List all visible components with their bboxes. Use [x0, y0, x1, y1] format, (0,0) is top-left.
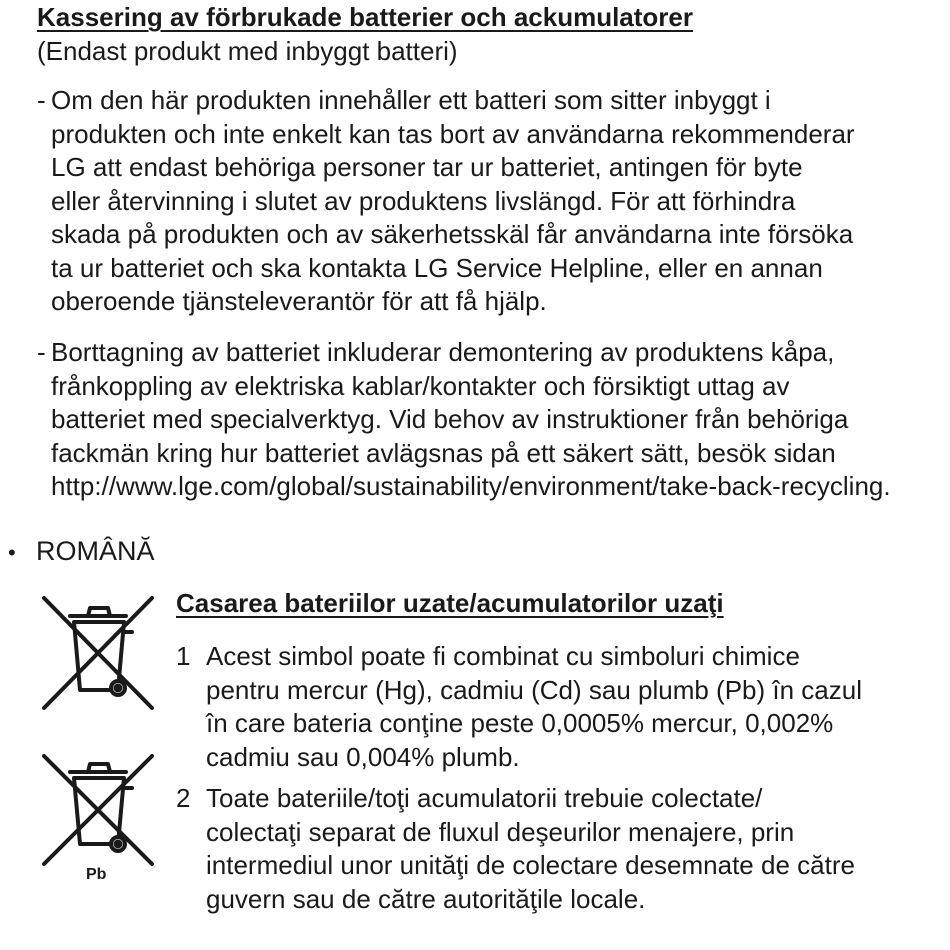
text-line: în care bateria conţine peste 0,0005% mercur, 0,002% [206, 708, 834, 738]
text-line: Toate bateriile/toţi acumulatorii trebuie colectate/ [206, 783, 763, 813]
crossed-out-bin-icon [40, 592, 158, 712]
url-line: http://www.lge.com/global/sustainability/environment/take-back-recycling. [51, 471, 891, 501]
text-line: skada på produkten och av säkerhetsskäl får användarna inte försöka [51, 219, 854, 249]
text-line: Om den här produkten innehåller ett batteri som sitter inbyggt i [51, 85, 771, 115]
text-line: batteriet med specialverktyg. Vid behov av instruktioner från behöriga [51, 404, 849, 434]
text-line: frånkoppling av elektriska kablar/kontakter och försiktigt uttag av [51, 370, 790, 401]
text-line: eller återvinning i slutet av produktens livslängd. För att förhindra [51, 185, 796, 216]
romanian-heading: Casarea bateriilor uzate/acumulatorilor uzaţi [176, 588, 724, 618]
swedish-list-item-1 [37, 84, 937, 319]
text-line: Acest simbol poate fi combinat cu simboluri chimice [206, 641, 800, 671]
pb-label: Pb [86, 866, 107, 883]
swedish-list-item-2 [37, 336, 937, 504]
text-line: oberoende tjänsteleverantör för att få hjälp. [51, 286, 547, 316]
crossed-out-bin-pb-icon [40, 752, 158, 870]
text-line: guvern sau de către autorităţile locale. [206, 883, 646, 914]
text-line: pentru mercur (Hg), cadmiu (Cd) sau plumb (Pb) în cazul [206, 674, 863, 705]
text-line: Borttagning av batteriet inkluderar demontering av produktens kåpa, [51, 337, 835, 367]
dash-marker: - [37, 337, 46, 367]
romanian-list-item-1 [176, 640, 936, 774]
text-line: ta ur batteriet och ska kontakta LG Service Helpline, eller en annan [51, 252, 823, 283]
romanian-list-item-2 [176, 782, 936, 916]
text-line: cadmiu sau 0,004% plumb. [206, 741, 520, 772]
swedish-subheading: (Endast produkt med inbyggt batteri) [37, 36, 458, 66]
text-line: fackmän kring hur batteriet avlägsnas på ett säkert sätt, besök sidan [51, 437, 836, 468]
swedish-heading: Kassering av förbrukade batterier och ackumulatorer [37, 2, 694, 32]
section-title-romana [8, 536, 155, 567]
text-line: colectaţi separat de fluxul deşeurilor menajere, prin [206, 816, 795, 847]
item-number: 2 [176, 783, 191, 813]
section-bullet: • [8, 540, 16, 565]
dash-marker: - [37, 85, 46, 115]
section-title-text: ROMÂNĂ [36, 536, 155, 566]
text-line: LG att endast behöriga personer tar ur batteriet, antingen för byte [51, 152, 803, 182]
text-line: produkten och inte enkelt kan tas bort av användarna rekommenderar [51, 118, 855, 149]
item-number: 1 [176, 641, 191, 671]
text-line: intermediul unor unităţi de colectare desemnate de către [206, 850, 855, 880]
